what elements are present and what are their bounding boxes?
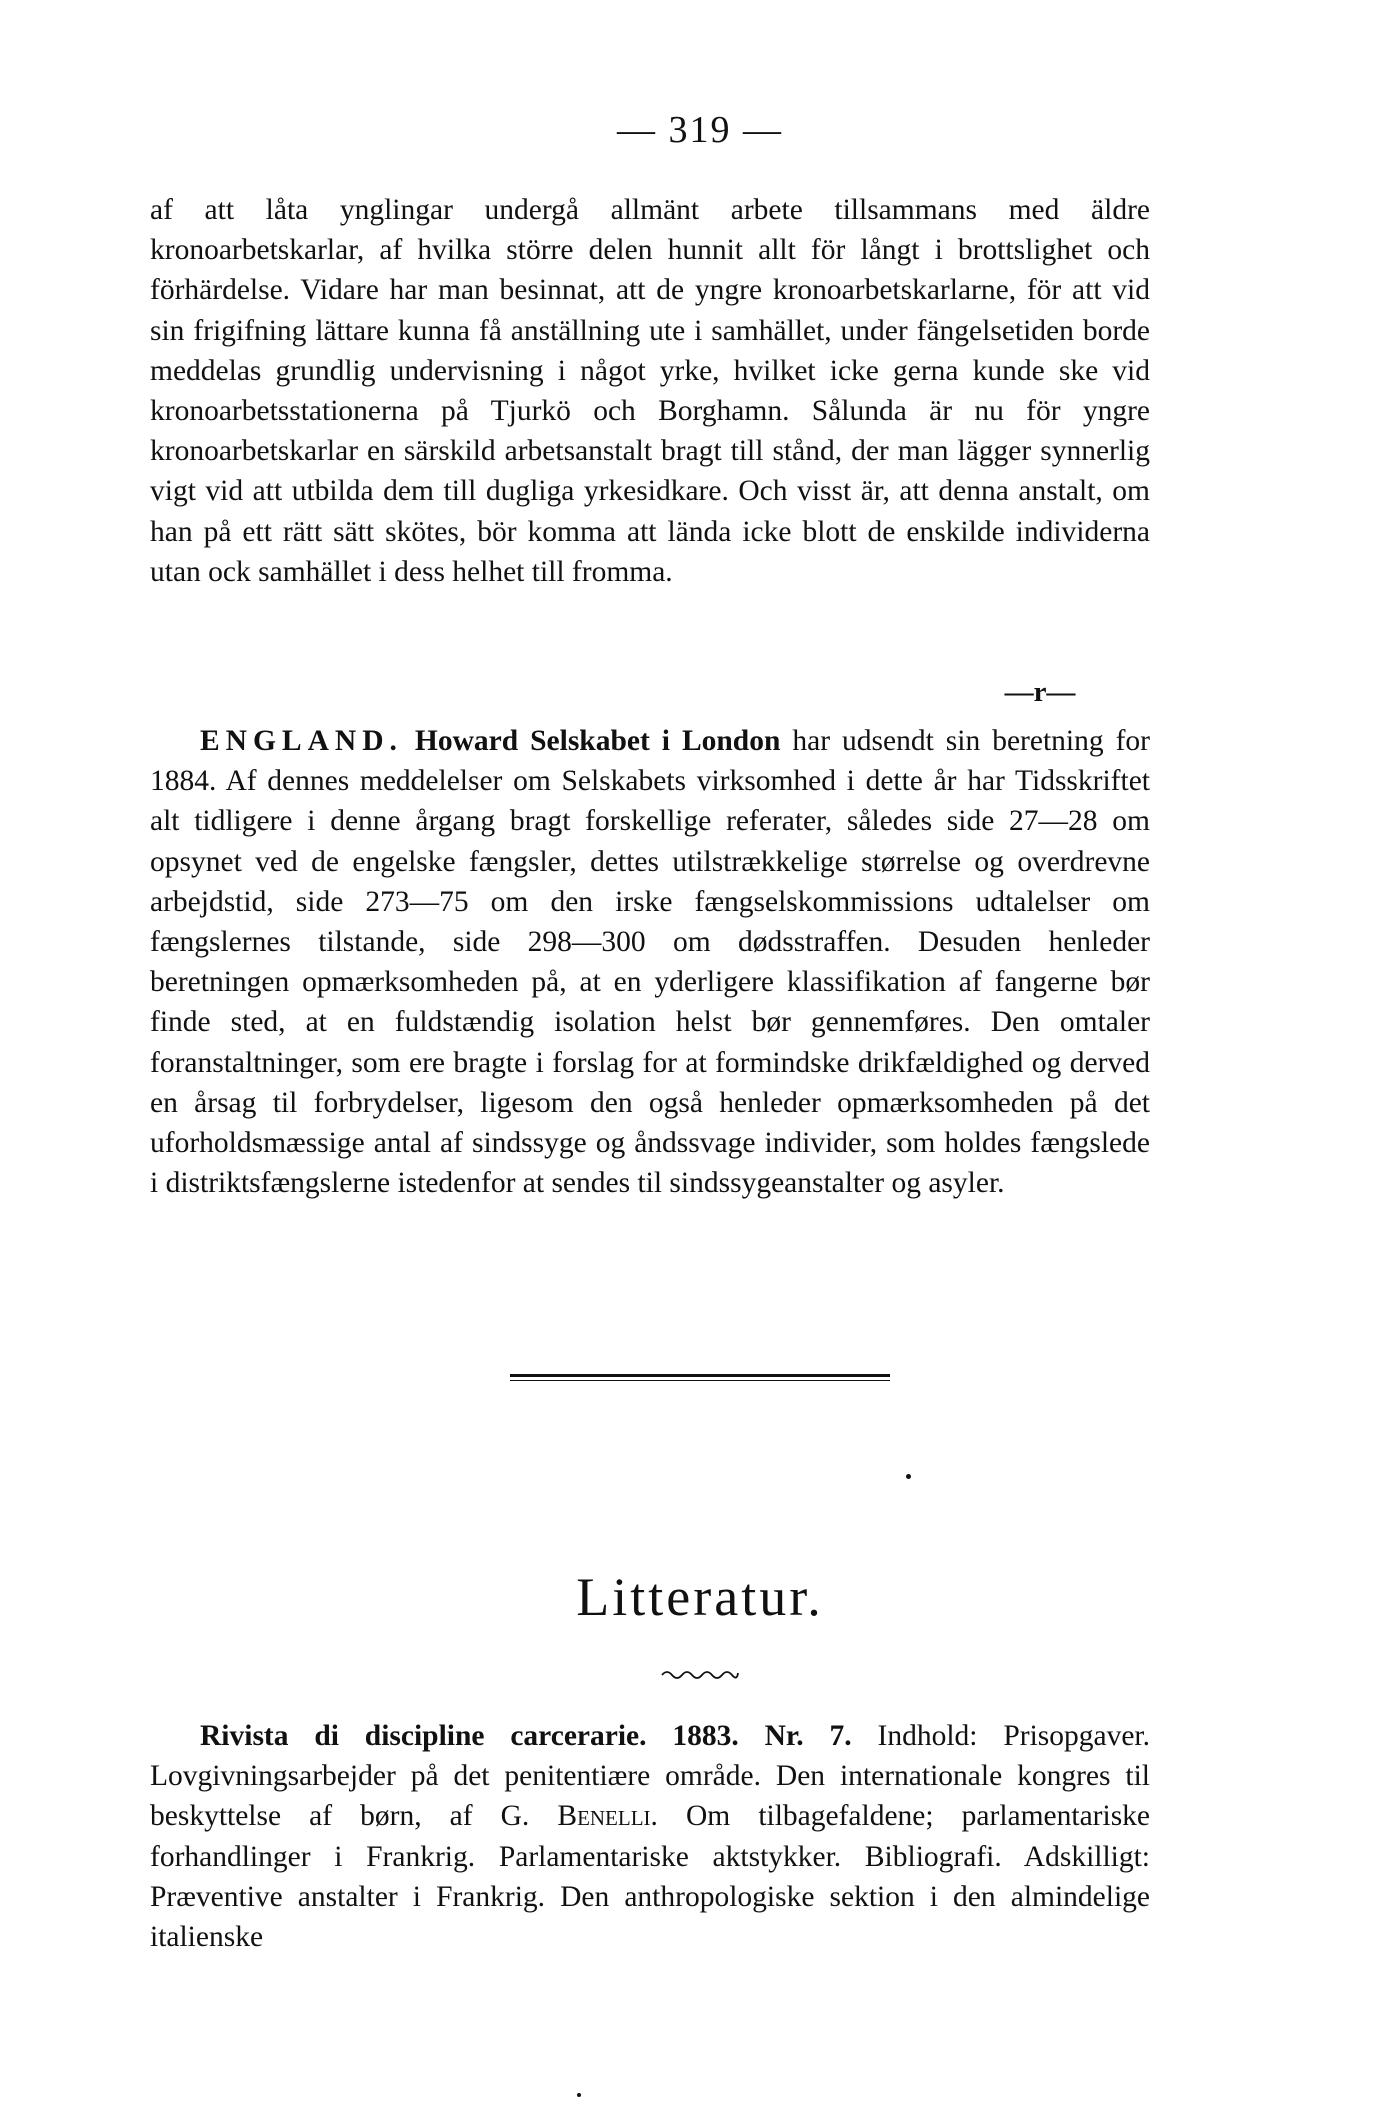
print-speck	[577, 2093, 581, 2097]
print-speck	[906, 1474, 911, 1479]
entry-author: Benelli.	[557, 1800, 658, 1833]
wave-ornament-icon	[660, 1667, 740, 1681]
england-body-text: har udsendt sin beretning for 1884. Af dennes meddelelser om Selskabets virksomhed i dette år har Tidsskriftet alt tidligere i denne årgang bragt forskellige referater, således side 27—28 om opsynet ved de engelske fængsler, dettes utilstrækkelige størrelse og overdrevne arbejdstid, side 273—75 om den irske fængselskommissions udtalelser om fængslernes tilstande, side 298—300 om dødsstraffen. Desuden henleder beretningen opmærksomheden på, at en yderligere klassifikation af fangerne bør finde sted, at en fuldstændig isolation helst bør gennemføres. Den omtaler foranstaltninger, som ere bragte i forslag for at formindske drikfældighed og derved en årsag til forbrydelser, ligesom den også henleder opmærksomheden på det uforholdsmæssige antal af sindssyge og åndssvage individer, som holdes fængslede i distriktsfængslerne istedenfor at sendes til sindssygeanstalter og asyler.	[150, 725, 1151, 1200]
paragraph-sweden: af att låta ynglingar undergå allmänt arbete tillsammans med äldre kronoarbetskarlar, af hvilka större delen hunnit allt för långt i brottslighet och förhärdelse. Vidare har man besinnat, att de yngre kronoarbetskarlarne, för att vid sin frigifning lättare kunna få anställning ute i samhället, under fängelsetiden borde meddelas grundlig undervisning i något yrke, hvilket icke gerna kunde ske vid kronoarbetsstationerna på Tjurkö och Borghamn. Sålunda är nu för yngre kronoarbetskarlar en särskild arbetsanstalt bragt till stånd, der man lägger synnerlig vigt vid att utbilda dem till dugliga yrkesidkare. Och visst är, att denna anstalt, om han på ett rätt sätt skötes, bör komma att lända icke blott de enskilde individerna utan ock samhället i dess helhet till fromma.	[150, 194, 1150, 588]
entry-text-before-author: Indhold: Prisopgaver. Lovgivningsarbejder på det penitentiære område. Den internationale kongres til beskyttelse af børn, af G.	[150, 1720, 1150, 1833]
section-title: Litteratur.	[576, 1567, 824, 1627]
section-divider	[510, 1374, 890, 1377]
entry-text-after-author: Om tilbagefaldene; parlamentariske forhandlinger i Frankrig. Parlamentariske aktstykker. Bibliografi. Adskilligt: Præventive anstalter i Frankrig. Den anthropologiske sektion i den almindelige italienske	[150, 1800, 1151, 1954]
literature-entry	[150, 1716, 1150, 1957]
country-heading: ENGLAND.	[200, 725, 403, 757]
society-heading: Howard Selskabet i London	[414, 725, 781, 757]
paragraph-england	[150, 721, 1150, 1203]
author-signature: —r—	[1004, 676, 1076, 708]
page-number: — 319 —	[617, 109, 783, 151]
journal-title: Rivista di discipline carcerarie. 1883. Nr. 7.	[200, 1720, 852, 1752]
